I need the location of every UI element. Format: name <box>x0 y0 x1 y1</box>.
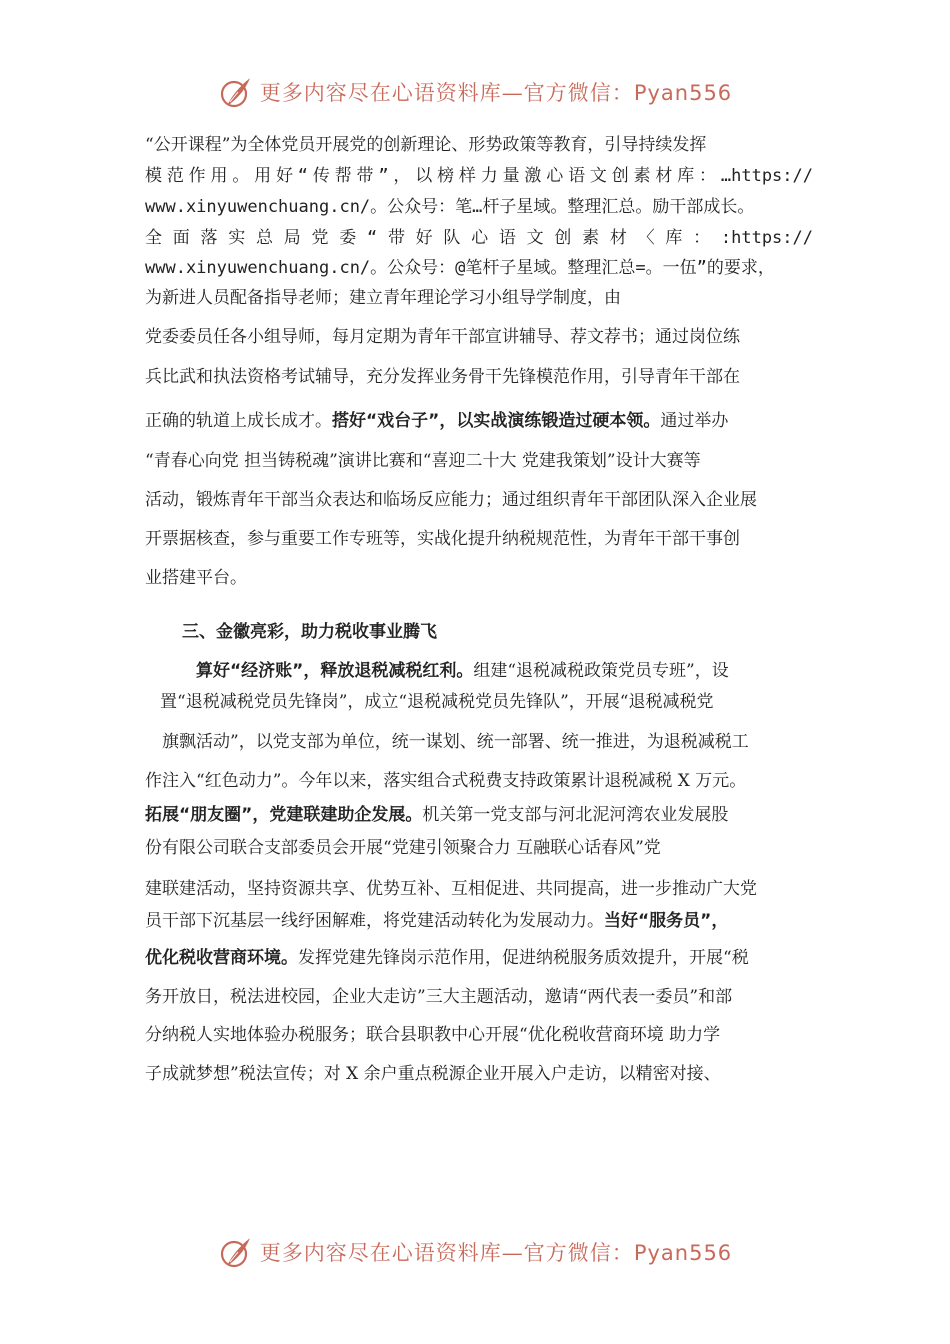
text-line <box>145 946 813 970</box>
text-run: 建联建活动，坚持资源共享、优势互补、互相促进、共同提高，进一步推动广大党 <box>145 879 757 899</box>
text-run: 兵比武和执法资格考试辅导，充分发挥业务骨干先锋模范作用，引导青年干部在 <box>145 367 740 387</box>
text-run: www.xinyuwenchuang.cn/。公众号：笔…杆子星域。整理汇总。励干部成长。 <box>145 197 755 217</box>
text-line <box>145 195 813 219</box>
text-run: 置“退税减税党员先锋岗”，成立“退税减税党员先锋队”，开展“退税减税党 <box>160 692 714 712</box>
text-line <box>145 985 813 1009</box>
text-run: 旗飘活动”，以党支部为单位，统一谋划、统一部署、统一推进，为退税减税工 <box>162 732 749 752</box>
text-run: 机关第一党支部与河北泥河湾农业发展股 <box>422 805 729 825</box>
text-run: 为新进人员配备指导老师；建立青年理论学习小组导学制度，由 <box>145 288 621 308</box>
text-run: 全面落实总局党委“带好队心语文创素材〈库：:https:// <box>145 228 813 248</box>
text-line <box>145 836 813 860</box>
bold-run: 算好“经济账”，释放退税减税红利。 <box>196 661 474 681</box>
text-line <box>162 730 813 754</box>
text-line <box>145 286 813 310</box>
banner-text <box>260 1237 732 1267</box>
header-banner <box>0 72 950 112</box>
quill-logo-icon <box>218 74 254 110</box>
bold-run: 拓展“朋友圈”，党建联建助企发展。 <box>145 805 423 825</box>
text-line <box>145 365 813 389</box>
text-line <box>145 409 813 433</box>
text-line <box>145 226 813 250</box>
text-run: 正确的轨道上成长成才。 <box>145 411 332 431</box>
text-line <box>145 566 813 590</box>
bold-run: 搭好“戏台子”，以实战演练锻造过硬本领。 <box>332 411 661 431</box>
text-line <box>145 256 813 280</box>
text-run: www.xinyuwenchuang.cn/。公众号：@笔杆子星域。整理汇总=。一伍”的要求， <box>145 258 775 278</box>
bold-run: 当好“服务员”， <box>604 911 729 931</box>
banner-wechat-id: Pyan556 <box>633 81 733 105</box>
text-run: 党委委员任各小组导师，每月定期为青年干部宣讲辅导、荐文荐书；通过岗位练 <box>145 327 740 347</box>
text-line <box>145 164 813 188</box>
text-line <box>196 659 813 683</box>
banner-text <box>260 77 732 107</box>
text-line <box>145 527 813 551</box>
text-run: “青春心向党 担当铸税魂”演讲比赛和“喜迎二十大 党建我策划”设计大赛等 <box>145 451 701 471</box>
text-run: 分纳税人实地体验办税服务；联合县职教中心开展“优化税收营商环境 助力学 <box>145 1025 721 1045</box>
text-line <box>145 769 825 793</box>
text-line <box>145 877 813 901</box>
text-line <box>160 690 813 714</box>
text-line <box>145 1023 813 1047</box>
text-run: 模范作用。用好“传帮带”，以榜样力量激心语文创素材库：…https:// <box>145 166 813 186</box>
text-run: 开票据核查，参与重要工作专班等，实战化提升纳税规范性，为青年干部干事创 <box>145 529 740 549</box>
banner-slogan: 更多内容尽在心语资料库—官方微信： <box>259 81 634 105</box>
text-run: 发挥党建先锋岗示范作用，促进纳税服务质效提升，开展“税 <box>298 948 749 968</box>
banner-wechat-id: Pyan556 <box>633 1241 733 1265</box>
text-run: 份有限公司联合支部委员会开展“党建引领聚合力 互融联心话春风”党 <box>145 838 661 858</box>
footer-banner <box>0 1232 950 1272</box>
quill-logo-icon <box>218 1234 254 1270</box>
text-run: 子成就梦想”税法宣传；对 X 余户重点税源企业开展入户走访，以精密对接、 <box>145 1064 721 1084</box>
text-line <box>145 909 813 933</box>
text-line <box>145 133 813 157</box>
text-run: 活动，锻炼青年干部当众表达和临场反应能力；通过组织青年干部团队深入企业展 <box>145 490 757 510</box>
text-line <box>145 449 813 473</box>
text-line <box>145 325 813 349</box>
bold-run: 三、金徽亮彩，助力税收事业腾飞 <box>182 622 437 642</box>
text-run: 业搭建平台。 <box>145 568 247 588</box>
text-run: “公开课程”为全体党员开展党的创新理论、形势政策等教育，引导持续发挥 <box>145 135 707 155</box>
text-run: 员干部下沉基层一线纾困解难，将党建活动转化为发展动力。 <box>145 911 604 931</box>
text-line <box>145 488 813 512</box>
text-run: 通过举办 <box>660 411 729 431</box>
text-line <box>145 803 813 827</box>
bold-run: 优化税收营商环境。 <box>145 948 298 968</box>
text-run: 组建“退税减税政策党员专班”，设 <box>473 661 729 681</box>
section-heading <box>182 620 802 644</box>
text-run: 务开放日，税法进校园，企业大走访”三大主题活动，邀请“两代表一委员”和部 <box>145 987 733 1007</box>
banner-slogan: 更多内容尽在心语资料库—官方微信： <box>259 1241 634 1265</box>
text-run: 作注入“红色动力”。今年以来，落实组合式税费支持政策累计退税减税 X 万元。 <box>145 771 747 791</box>
text-line <box>145 1062 813 1086</box>
